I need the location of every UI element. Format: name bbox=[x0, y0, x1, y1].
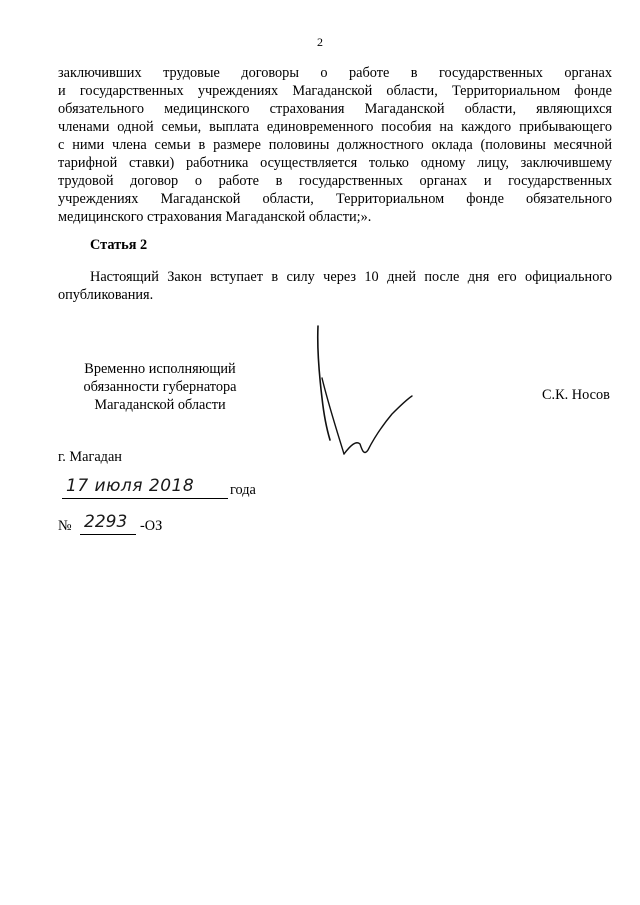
body-line: учреждениях Магаданской области, Территориальном фонде обязательного bbox=[58, 191, 612, 207]
body-line: и государственных учреждениях Магаданской области, Территориальном фонде bbox=[58, 83, 612, 99]
signatory-title bbox=[62, 360, 258, 414]
city: г. Магадан bbox=[58, 449, 122, 465]
number-underline bbox=[80, 534, 136, 535]
law-number bbox=[58, 512, 218, 539]
signatory-title-line: Магаданской области bbox=[94, 397, 226, 413]
article-paragraph bbox=[58, 268, 612, 304]
body-paragraph bbox=[58, 64, 612, 226]
body-line: с ними члена семьи в размере половины должностного оклада (половины месячной bbox=[58, 137, 612, 153]
body-line: членами одной семьи, выплата единовременного пособия на каждого прибывающего bbox=[58, 119, 612, 135]
signatory-title-line: Временно исполняющий bbox=[84, 361, 236, 377]
article-line: Настоящий Закон вступает в силу через 10 дней после дня его официального bbox=[90, 269, 612, 285]
signing-date bbox=[58, 478, 288, 502]
body-line: тарифной ставки) работника осуществляется только одному лицу, заключившему bbox=[58, 155, 612, 171]
signatory-name: С.К. Носов bbox=[542, 387, 610, 403]
number-suffix: -ОЗ bbox=[140, 518, 163, 534]
body-line: заключивших трудовые договоры о работе в государственных органах bbox=[58, 65, 612, 81]
body-line: обязательного медицинского страхования Магаданской области, являющихся bbox=[58, 101, 612, 117]
date-underline bbox=[62, 498, 228, 499]
signatory-title-line: обязанности губернатора bbox=[83, 379, 237, 395]
handwritten-signature bbox=[300, 318, 430, 468]
handwritten-number: 2293 bbox=[84, 512, 128, 532]
number-sign: № bbox=[58, 518, 72, 534]
page-number: 2 bbox=[317, 35, 323, 49]
date-suffix: года bbox=[230, 482, 256, 498]
article-heading: Статья 2 bbox=[90, 237, 148, 253]
handwritten-date: 17 июля 2018 bbox=[66, 476, 195, 496]
body-line: медицинского страхования Магаданской области;». bbox=[58, 209, 372, 225]
body-line: трудовой договор о работе в государственных органах и государственных bbox=[58, 173, 612, 189]
article-line: опубликования. bbox=[58, 287, 154, 303]
